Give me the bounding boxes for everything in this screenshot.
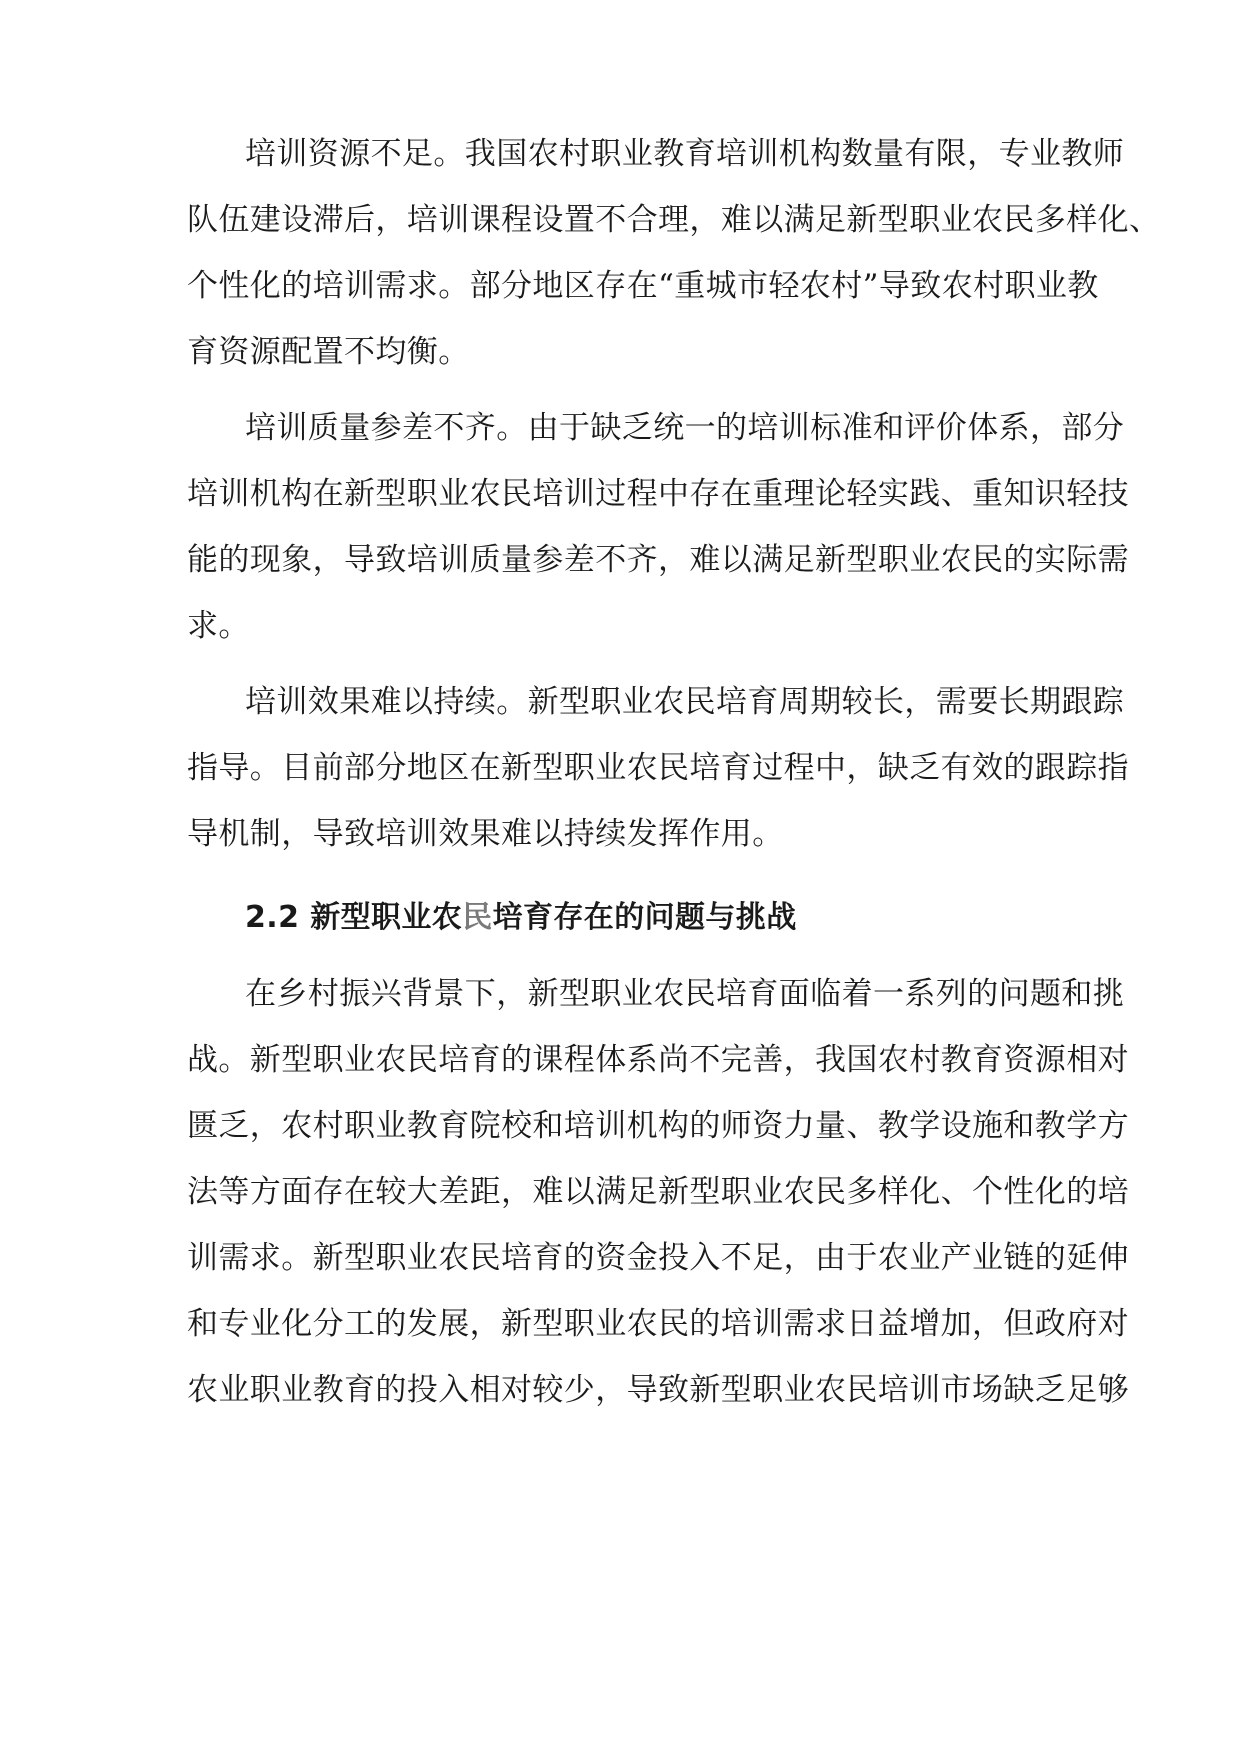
- paragraph-line: 导机制，导致培训效果难以持续发挥作用。: [187, 816, 784, 852]
- section-heading-suffix: 培育存在的问题与挑战: [492, 900, 797, 935]
- paragraph-line: 训需求。新型职业农民培育的资金投入不足，由于农业产业链的延伸: [187, 1240, 1129, 1276]
- paragraph-line: 个性化的培训需求。部分地区存在“重城市轻农村”导致农村职业教: [187, 268, 1099, 304]
- paragraph-line: 在乡村振兴背景下，新型职业农民培育面临着一系列的问题和挑: [245, 976, 1125, 1012]
- section-heading: [245, 896, 797, 940]
- paragraph-line: 队伍建设滞后，培训课程设置不合理，难以满足新型职业农民多样化、: [187, 202, 1161, 238]
- paragraph-line: 培训机构在新型职业农民培训过程中存在重理论轻实践、重知识轻技: [187, 476, 1129, 512]
- paragraph-line: 育资源配置不均衡。: [187, 334, 470, 370]
- paragraph-line: 培训质量参差不齐。由于缺乏统一的培训标准和评价体系，部分: [245, 410, 1125, 446]
- paragraph-line: 战。新型职业农民培育的课程体系尚不完善，我国农村教育资源相对: [187, 1042, 1129, 1078]
- section-heading-faint-char: 民: [462, 900, 493, 935]
- paragraph-line: 培训效果难以持续。新型职业农民培育周期较长，需要长期跟踪: [245, 684, 1125, 720]
- paragraph-line: 农业职业教育的投入相对较少，导致新型职业农民培训市场缺乏足够: [187, 1372, 1129, 1408]
- paragraph-line: 求。: [187, 608, 250, 644]
- section-heading-prefix: 2.2 新型职业农: [245, 900, 463, 935]
- paragraph-line: 法等方面存在较大差距，难以满足新型职业农民多样化、个性化的培: [187, 1174, 1129, 1210]
- paragraph-line: 培训资源不足。我国农村职业教育培训机构数量有限，专业教师: [245, 136, 1125, 172]
- paragraph-line: 能的现象，导致培训质量参差不齐，难以满足新型职业农民的实际需: [187, 542, 1129, 578]
- paragraph-line: 匮乏，农村职业教育院校和培训机构的师资力量、教学设施和教学方: [187, 1108, 1129, 1144]
- paragraph-line: 和专业化分工的发展，新型职业农民的培训需求日益增加，但政府对: [187, 1306, 1129, 1342]
- paragraph-line: 指导。目前部分地区在新型职业农民培育过程中，缺乏有效的跟踪指: [187, 750, 1129, 786]
